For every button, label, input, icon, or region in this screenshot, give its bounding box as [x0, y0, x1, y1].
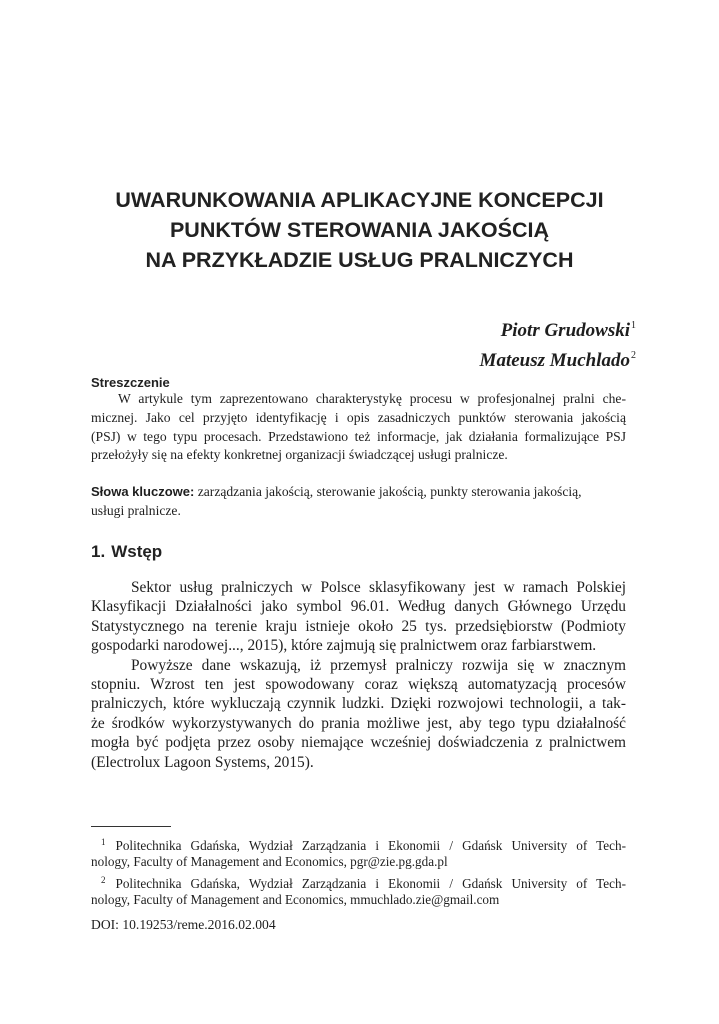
abstract-heading: Streszczenie	[91, 375, 170, 390]
paragraph-line: Statystycznego na terenie kraju istnieje około 25 tys. przedsiębiorstw (Podmioty	[91, 617, 626, 635]
keywords-label: Słowa kluczowe:	[91, 484, 195, 499]
footnote-line: nology, Faculty of Management and Economics, mmuchlado.zie@gmail.com	[91, 892, 500, 907]
paragraph-line: Sektor usług pralniczych w Polsce sklasyfikowany jest w ramach Polskiej	[131, 579, 626, 596]
footnote-line	[91, 871, 626, 890]
footnote-number: 1	[101, 837, 106, 847]
author	[480, 313, 636, 343]
footnote-number: 2	[101, 875, 106, 885]
keywords-line	[91, 483, 626, 502]
author-footnote-mark: 1	[631, 320, 636, 331]
author	[480, 343, 636, 373]
footnotes	[91, 833, 626, 909]
paragraph-line: Klasyfikacji Działalności jako symbol 96.01. Według danych Głównego Urzędu	[91, 598, 626, 616]
paragraph-line: (Electrolux Lagoon Systems, 2015).	[91, 753, 314, 771]
keywords	[91, 483, 626, 521]
paragraph-line: stopniu. Wzrost ten jest spowodowany coraz większą automatyzacją procesów	[91, 675, 626, 693]
author-footnote-mark: 2	[631, 350, 636, 361]
paragraph-line: że środków wykorzystywanych do prania możliwe jest, aby tego typu działalność	[91, 714, 626, 732]
abstract-line: W artykule tym zaprezentowano charakterystykę procesu w profesjonalnej pralni che-	[118, 391, 626, 406]
title-line: PUNKTÓW STEROWANIA JAKOŚCIĄ	[169, 218, 550, 242]
section-heading	[91, 542, 162, 562]
abstract-line: przełożyły się na efekty konkretnej organizacji świadczącej usługi pralnicze.	[91, 447, 508, 463]
author-list	[480, 313, 636, 373]
doi: DOI: 10.19253/reme.2016.02.004	[91, 917, 276, 932]
footnote-text: Politechnika Gdańska, Wydział Zarządzania i Ekonomii / Gdańsk University of Tech-	[115, 876, 626, 891]
paragraph-line: mogła być podjęta przez osoby niemające wcześniej doświadczenia z pralnictwem	[91, 734, 626, 752]
keywords-text: usługi pralnicze.	[91, 502, 181, 518]
paper-title	[60, 185, 659, 275]
footnote-text: Politechnika Gdańska, Wydział Zarządzania i Ekonomii / Gdańsk University of Tech-	[115, 838, 626, 853]
section-number: 1.	[91, 542, 106, 561]
abstract-text	[91, 390, 626, 465]
title-line: UWARUNKOWANIA APLIKACYJNE KONCEPCJI	[115, 188, 604, 212]
paragraph-line: pralniczych, które wykluczają czynnik ludzki. Dzięki rozwojowi technologii, a tak-	[91, 695, 626, 713]
abstract-line: (PSJ) w tego typu procesach. Przedstawiono też informacje, jak działania formalizujące PSJ	[91, 428, 626, 444]
footnote-line: nology, Faculty of Management and Economics, pgr@zie.pg.gda.pl	[91, 854, 448, 869]
footnote-line	[91, 833, 626, 852]
author-name: Piotr Grudowski	[500, 320, 630, 341]
abstract-line: micznej. Jako cel przyjęto identyfikację i opis zasadniczych punktów sterowania jakością	[91, 409, 626, 425]
footnote-divider	[91, 826, 171, 827]
paragraph-line: Powyższe dane wskazują, iż przemysł pralniczy rozwija się w znacznym	[131, 656, 626, 674]
section-body	[91, 578, 626, 772]
author-name: Mateusz Muchlado	[479, 350, 630, 371]
paragraph-line: gospodarki narodowej..., 2015), które zajmują się pralnictwem oraz farbiarstwem.	[91, 637, 597, 655]
title-line: NA PRZYKŁADZIE USŁUG PRALNICZYCH	[145, 248, 574, 272]
section-title: Wstęp	[111, 542, 163, 561]
keywords-text: zarządzania jakością, sterowanie jakością, punkty sterowania jakością,	[197, 484, 582, 499]
